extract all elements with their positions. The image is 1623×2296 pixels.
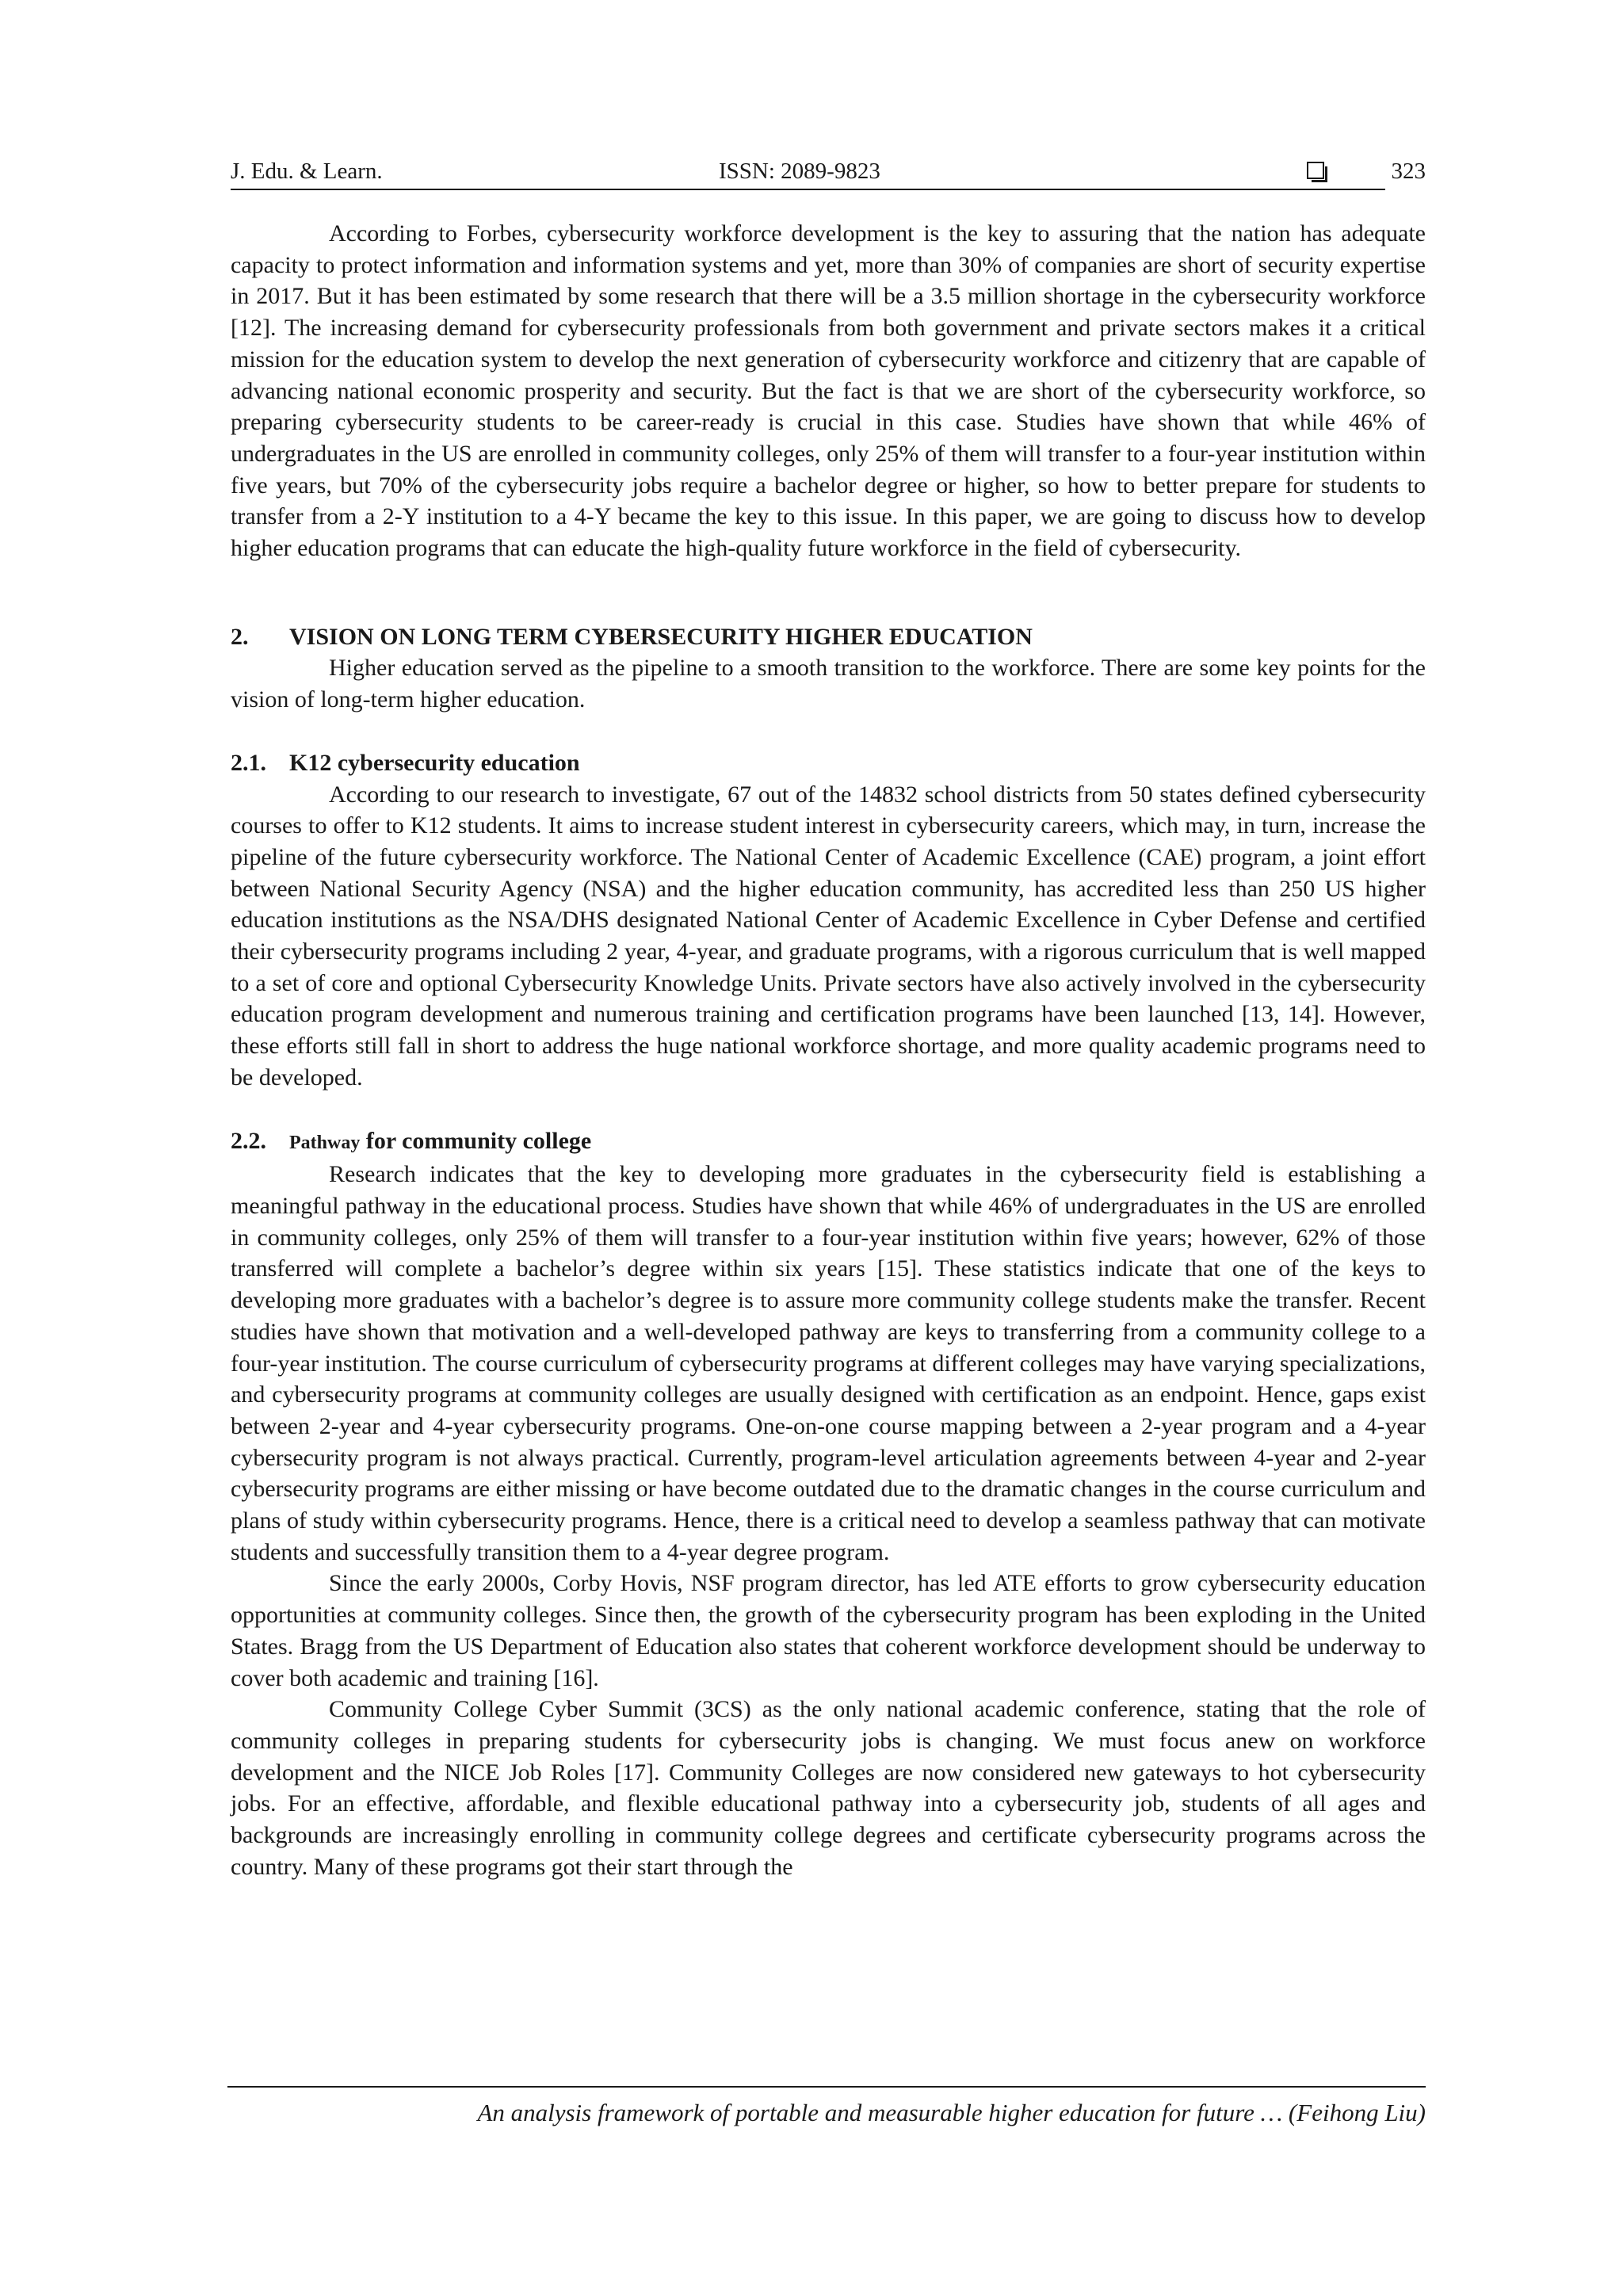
running-footer: An analysis framework of portable and measurable higher education for future … (Feihong Liu): [477, 2099, 1426, 2126]
subsection-title: K12 cybersecurity education: [289, 749, 580, 776]
subsection-number: 2.1.: [231, 749, 266, 776]
subsection-2-2-paragraph-2: Since the early 2000s, Corby Hovis, NSF program director, has led ATE efforts to grow cybersecurity education opportunities at community colleges. Since then, the growth of the cybersecurity program has been exploding in the United States. Bragg from the US Department of Education also states that coherent workforce development should be underway to cover both academic and training [16].: [231, 1570, 1426, 1691]
body-text: [231, 218, 1426, 1882]
checkbox-square-icon: [1307, 162, 1324, 179]
header-rule: [231, 189, 1385, 190]
subsection-number: 2.2.: [231, 1127, 266, 1154]
subsection-title-small: Pathway: [289, 1132, 361, 1153]
issn: ISSN: 2089-9823: [719, 159, 880, 184]
section-2-heading: [231, 621, 1426, 653]
subsection-2-2-paragraph-1: Research indicates that the key to developing more graduates in the cybersecurity field is establishing a meaningful pathway in the educational process. Studies have shown that while 46% of undergraduates in the US are enrolled in community colleges, only 25% of them will transfer to a four-year institution within five years; however, 62% of those transferred will complete a bachelor’s degree within six years [15]. These statistics indicate that one of the keys to developing more graduates with a bachelor’s degree is to assure more community college students make the transfer. Recent studies have shown that motivation and a well-developed pathway are keys to transferring from a community college to a four-year institution. The course curriculum of cybersecurity programs at different colleges may have varying specializations, and cybersecurity programs at community colleges are usually designed with certification as an endpoint. Hence, gaps exist between 2-year and 4-year cybersecurity programs. One-on-one course mapping between a 2-year program and a 4-year cybersecurity program is not always practical. Currently, program-level articulation agreements between 4-year and 2-year cybersecurity programs are either missing or have become outdated due to the dramatic changes in the course curriculum and plans of study within cybersecurity programs. Hence, there is a critical need to develop a seamless pathway that can motivate students and successfully transition them to a 4-year degree program.: [231, 1161, 1426, 1565]
section-2-paragraph: Higher education served as the pipeline to a smooth transition to the workforce. There are some key points for the vision of long-term higher education.: [231, 655, 1426, 713]
intro-paragraph: According to Forbes, cybersecurity workforce development is the key to assuring that the nation has adequate capacity to protect information and information systems and yet, more than 30% of companies are short of security expertise in 2017. But it has been estimated by some research that there will be a 3.5 million shortage in the cybersecurity workforce [12]. The increasing demand for cybersecurity professionals from both government and private sectors makes it a critical mission for the education system to develop the next generation of cybersecurity workforce and citizenry that are capable of advancing national economic prosperity and security. But the fact is that we are short of the cybersecurity workforce, so preparing cybersecurity students to be career-ready is crucial in this case. Studies have shown that while 46% of undergraduates in the US are enrolled in community colleges, only 25% of them will transfer to a four-year institution within five years, but 70% of the cybersecurity jobs require a bachelor degree or higher, so how to better prepare for students to transfer from a 2-Y institution to a 4-Y became the key to this issue. In this paper, we are going to discuss how to develop higher education programs that can educate the high-quality future workforce in the field of cybersecurity.: [231, 220, 1426, 562]
subsection-2-2-paragraph-3: Community College Cyber Summit (3CS) as the only national academic conference, stating that the role of community colleges in preparing students for cybersecurity jobs is changing. We must focus anew on workforce development and the NICE Job Roles [17]. Community Colleges are now considered new gateways to hot cybersecurity jobs. For an effective, affordable, and flexible educational pathway into a cybersecurity job, students of all ages and backgrounds are increasingly enrolling in community college degrees and certificate cybersecurity programs across the country. Many of these programs got their start through the: [231, 1696, 1426, 1880]
subsection-2-2-heading: [231, 1125, 1426, 1159]
section-number: 2.: [231, 623, 249, 650]
section-title: VISION ON LONG TERM CYBERSECURITY HIGHER EDUCATION: [289, 623, 1033, 650]
footer-rule: [227, 2086, 1426, 2088]
running-header: [231, 155, 1426, 190]
subsection-2-1-heading: [231, 747, 1426, 779]
subsection-title-rest: for community college: [360, 1127, 592, 1154]
page-number: 323: [1391, 159, 1426, 184]
journal-abbreviation: J. Edu. & Learn.: [231, 159, 383, 184]
subsection-2-1-paragraph: According to our research to investigate, 67 out of the 14832 school districts from 50 states defined cybersecurity courses to offer to K12 students. It aims to increase student interest in cybersecurity careers, which may, in turn, increase the pipeline of the future cybersecurity workforce. The National Center of Academic Excellence (CAE) program, a joint effort between National Security Agency (NSA) and the higher education community, has accredited less than 250 US higher education institutions as the NSA/DHS designated National Center of Academic Excellence in Cyber Defense and certified their cybersecurity programs including 2 year, 4-year, and graduate programs, with a rigorous curriculum that is well mapped to a set of core and optional Cybersecurity Knowledge Units. Private sectors have also actively involved in the cybersecurity education program development and numerous training and certification programs have been launched [13, 14]. However, these efforts still fall in short to address the huge national workforce shortage, and more quality academic programs need to be developed.: [231, 781, 1426, 1091]
